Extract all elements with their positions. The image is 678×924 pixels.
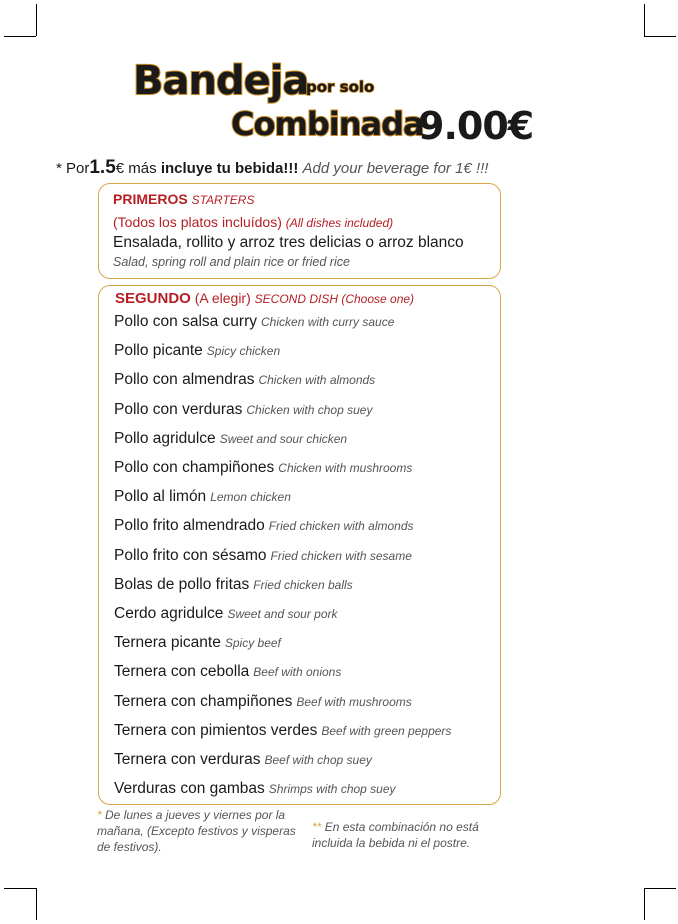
segundo-title xyxy=(115,290,414,307)
footnote-1-mark: * xyxy=(97,808,102,822)
footnote-1 xyxy=(97,807,297,855)
title-bandeja: Bandeja xyxy=(133,58,309,104)
primeros-note-es: (Todos los platos incluídos) xyxy=(113,214,282,230)
dish-name-es: Pollo con salsa curry xyxy=(114,313,258,330)
beverage-amount: 1.5 xyxy=(89,157,116,178)
dish-item xyxy=(114,488,291,506)
dish-item xyxy=(114,547,412,565)
dish-name-es: Pollo con verduras xyxy=(114,400,243,418)
footnote-2-mark: ** xyxy=(312,820,322,834)
dish-item xyxy=(114,634,281,652)
footnote-1-text: De lunes a jueves y viernes por la mañana, (Excepto festivos y visperas de festivos). xyxy=(97,808,296,854)
footnote-2-text: En esta combinación no está incluida la bebida ni el postre. xyxy=(312,820,479,850)
dish-name-en: Chicken with mushrooms xyxy=(278,461,413,475)
beverage-euro: € más xyxy=(115,160,157,177)
dish-name-es: Ternera con verduras xyxy=(114,751,261,768)
crop-mark xyxy=(644,888,645,920)
crop-mark xyxy=(4,888,36,889)
dish-name-en: Fried chicken with almonds xyxy=(268,519,414,534)
dish-name-es: Pollo picante xyxy=(114,342,203,360)
dish-name-es: Ternera con cebolla xyxy=(114,663,250,681)
dish-name-es: Pollo frito con sésamo xyxy=(114,546,267,564)
primeros-main: Ensalada, rollito y arroz tres delicias o arroz blanco xyxy=(113,234,464,251)
primeros-note-en: (All dishes included) xyxy=(285,216,394,230)
dish-name-es: Ternera picante xyxy=(114,634,221,652)
dish-item xyxy=(114,780,396,798)
segundo-title-en: SECOND DISH (Choose one) xyxy=(254,292,415,306)
dish-item xyxy=(114,663,341,681)
dish-item xyxy=(114,313,394,331)
dish-name-en: Spicy beef xyxy=(224,636,281,651)
dish-name-es: Pollo con almendras xyxy=(114,371,255,389)
primeros-title-en: STARTERS xyxy=(191,193,255,207)
dish-item xyxy=(114,371,375,389)
dish-name-en: Chicken with almonds xyxy=(258,373,376,388)
dish-name-en: Beef with mushrooms xyxy=(296,694,412,709)
dish-name-es: Pollo agridulce xyxy=(114,429,216,447)
dish-name-en: Sweet and sour chicken xyxy=(219,431,348,446)
dish-name-en: Beef with onions xyxy=(253,665,342,680)
dish-name-en: Beef with chop suey xyxy=(264,753,372,767)
crop-mark xyxy=(644,36,676,37)
crop-mark xyxy=(644,4,645,36)
segundo-title-es: SEGUNDO xyxy=(115,290,191,307)
dish-name-es: Verduras con gambas xyxy=(114,780,265,798)
dish-name-es: Bolas de pollo fritas xyxy=(114,575,250,593)
dish-name-en: Fried chicken with sesame xyxy=(270,548,412,563)
crop-mark xyxy=(36,4,37,36)
crop-mark xyxy=(4,36,36,37)
dish-item xyxy=(114,693,412,711)
dish-name-en: Chicken with curry sauce xyxy=(261,315,395,329)
dish-name-es: Pollo con champiñones xyxy=(114,459,275,476)
crop-mark xyxy=(644,888,676,889)
dish-name-es: Ternera con champiñones xyxy=(114,692,293,710)
dish-item xyxy=(114,459,412,477)
dish-item xyxy=(114,722,451,740)
dish-name-en: Shrimps with chop suey xyxy=(268,782,396,797)
primeros-title-es: PRIMEROS xyxy=(113,191,188,207)
dish-name-en: Beef with green peppers xyxy=(321,723,452,738)
beverage-prefix: * Por xyxy=(56,160,90,177)
dish-name-es: Pollo frito almendrado xyxy=(114,517,265,535)
dish-item xyxy=(114,751,372,769)
dish-item xyxy=(114,342,280,360)
beverage-bold: incluye tu bebida!!! xyxy=(160,160,299,177)
dish-item xyxy=(114,517,414,535)
dish-item xyxy=(114,430,347,448)
primeros-title xyxy=(113,191,254,207)
beverage-en: Add your beverage for 1€ !!! xyxy=(302,160,489,177)
dish-name-en: Spicy chicken xyxy=(206,344,281,359)
dish-item xyxy=(114,401,372,419)
price: 9.00€ xyxy=(418,104,534,148)
segundo-choose: (A elegir) xyxy=(194,290,251,306)
por-solo-label: por solo xyxy=(306,78,375,96)
dish-name-es: Pollo al limón xyxy=(114,488,207,506)
footnote-2 xyxy=(312,819,512,851)
crop-mark xyxy=(36,888,37,920)
dish-name-en: Lemon chicken xyxy=(210,490,291,505)
primeros-note xyxy=(113,214,393,230)
dish-item xyxy=(114,605,338,623)
title-combinada: Combinada xyxy=(231,105,424,143)
dish-name-en: Chicken with chop suey xyxy=(246,402,373,417)
beverage-offer xyxy=(56,157,488,179)
primeros-main-en: Salad, spring roll and plain rice or fried rice xyxy=(113,255,350,269)
dish-name-en: Fried chicken balls xyxy=(253,577,353,592)
dish-name-es: Cerdo agridulce xyxy=(114,605,224,622)
dish-name-en: Sweet and sour pork xyxy=(227,607,338,621)
dish-item xyxy=(114,576,353,594)
dish-name-es: Ternera con pimientos verdes xyxy=(114,721,318,739)
